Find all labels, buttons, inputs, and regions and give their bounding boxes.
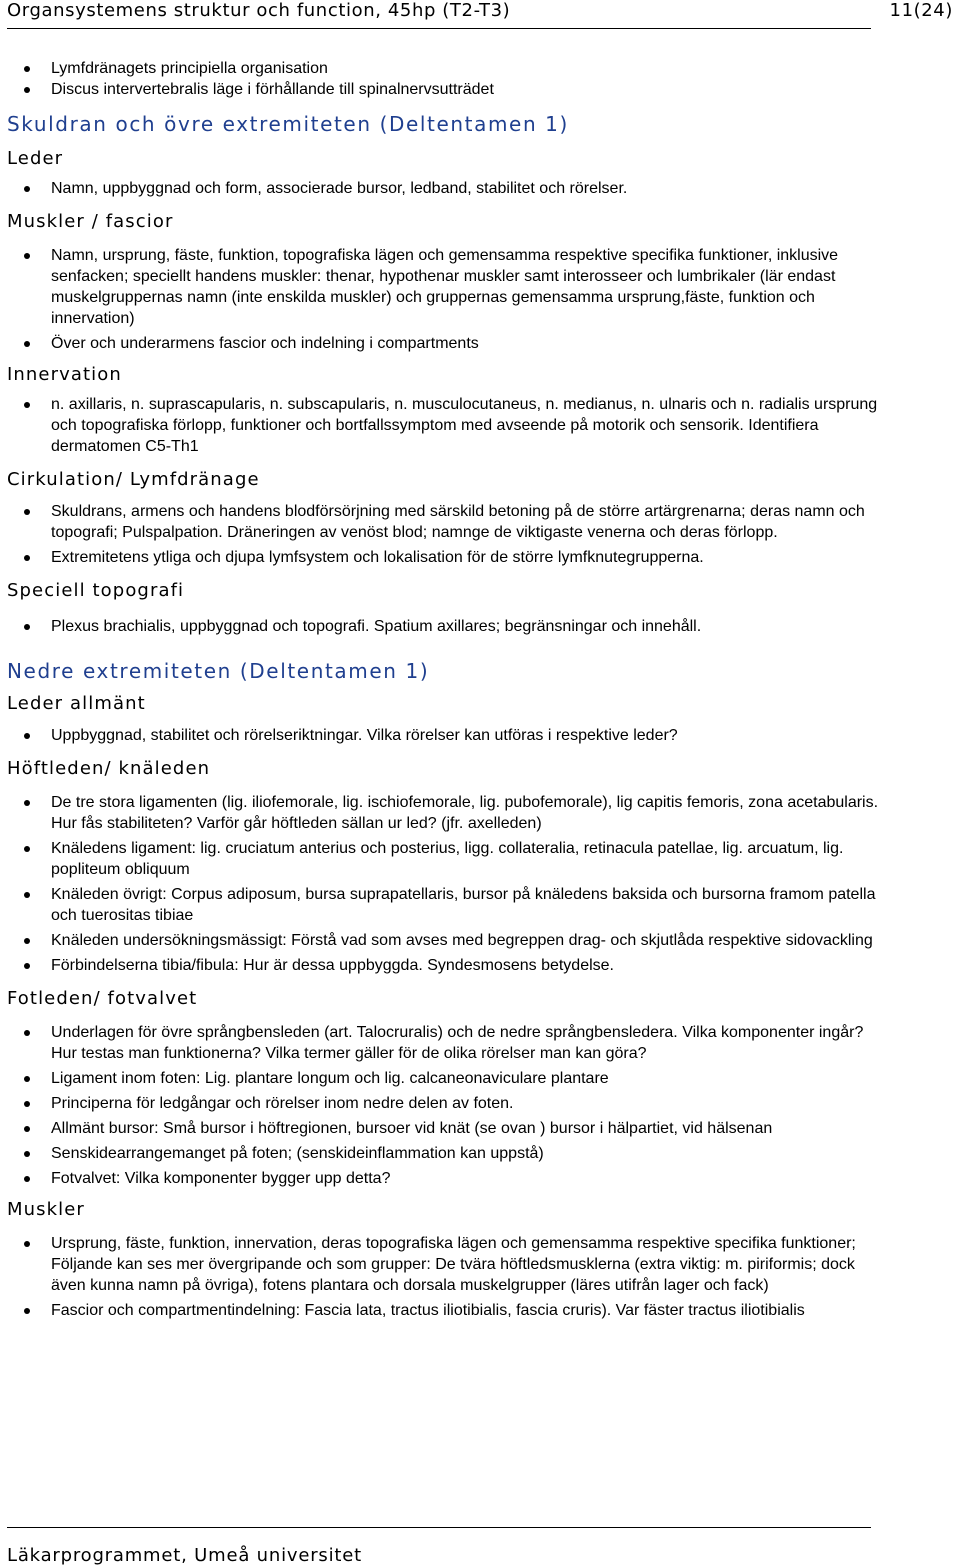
leder-allmant-list: [7, 725, 887, 746]
heading-fotleden-fotvalvet: Fotleden/ fotvalvet: [7, 988, 198, 1009]
list-item: Förbindelserna tibia/fibula: Hur är dessa uppbyggda. Syndesmosens betydelse.: [7, 955, 887, 976]
list-item: Underlagen för övre språngbensleden (art. Talocruralis) och de nedre språngbensledera. Vilka komponenter ingår? Hur testas man funktionerna? Vilka termer gäller för de olika rörelser man kan göra?: [7, 1022, 887, 1064]
list-item: Plexus brachialis, uppbyggnad och topografi. Spatium axillares; begränsningar och innehåll.: [7, 616, 887, 637]
heading-muskler: Muskler: [7, 1199, 85, 1220]
list-item: Senskidearrangemanget på foten; (senskideinflammation kan uppstå): [7, 1143, 887, 1164]
list-item: Extremitetens ytliga och djupa lymfsystem och lokalisation för de större lymfknutegrupperna.: [7, 547, 887, 568]
muskler-lower-list: [7, 1233, 887, 1321]
list-item: Allmänt bursor: Små bursor i höftregionen, bursoer vid knät (se ovan ) bursor i hälpartiet, vid hälsenan: [7, 1118, 887, 1139]
list-item: Uppbyggnad, stabilitet och rörelseriktningar. Vilka rörelser kan utföras i respektive leder?: [7, 725, 887, 746]
list-item: Principerna för ledgångar och rörelser inom nedre delen av foten.: [7, 1093, 887, 1114]
list-item: Ursprung, fäste, funktion, innervation, deras topografiska lägen och gemensamma respektive specifika funktioner; Följande kan ses mer övergripande och som grupper: De tvära höftledsmusklerna (extra viktig: m. piriformis; dock även kunna namn på övriga), fotens plantara och dorsala muskelgrupper (läres utifrån lager och fack): [7, 1233, 887, 1296]
page-number: 11(24): [889, 0, 953, 21]
list-item: Knäleden övrigt: Corpus adiposum, bursa suprapatellaris, bursor på knäledens baksida och bursorna framom patella och tuerositas tibiae: [7, 884, 887, 926]
section-title-upper: Skuldran och övre extremiteten (Deltentamen 1): [7, 112, 569, 136]
list-item: Över och underarmens fascior och indelning i compartments: [7, 333, 887, 354]
heading-speciell-topografi: Speciell topografi: [7, 580, 185, 601]
heading-leder: Leder: [7, 148, 64, 169]
list-item: Skuldrans, armens och handens blodförsörjning med särskild betoning på de större artärgrenarna; deras namn och topografi; Pulspalpation. Dräneringen av venöst blod; namnge de viktigaste venerna och deras förlopp.: [7, 501, 887, 543]
page-footer: Läkarprogrammet, Umeå universitet: [7, 1545, 362, 1566]
list-item: Discus intervertebralis läge i förhållande till spinalnervsutträdet: [7, 79, 887, 100]
list-item: De tre stora ligamenten (lig. iliofemorale, lig. ischiofemorale, lig. pubofemorale), lig capitis femoris, zona acetabularis. Hur fås stabiliteten? Varför går höftleden sällan ur led? (jfr. axelleden): [7, 792, 887, 834]
header-rule: [7, 28, 871, 29]
intro-list: [7, 58, 887, 100]
innervation-list: [7, 394, 887, 457]
heading-leder-allmant: Leder allmänt: [7, 693, 146, 714]
list-item: Fotvalvet: Vilka komponenter bygger upp detta?: [7, 1168, 887, 1189]
leder-list: [7, 178, 887, 199]
list-item: Knäleden undersökningsmässigt: Förstå vad som avses med begreppen drag- och skjutlåda respektive sidovackling: [7, 930, 887, 951]
hoft-list: [7, 792, 887, 976]
heading-cirkulation: Cirkulation/ Lymfdränage: [7, 469, 260, 490]
page-body: [7, 58, 887, 1321]
section-title-lower: Nedre extremiteten (Deltentamen 1): [7, 659, 430, 683]
list-item: Namn, uppbyggnad och form, associerade bursor, ledband, stabilitet och rörelser.: [7, 178, 887, 199]
list-item: Lymfdränagets principiella organisation: [7, 58, 887, 79]
list-item: Knäledens ligament: lig. cruciatum anterius och posterius, ligg. collateralia, retinacula patellae, lig. arcuatum, lig. popliteum obliquum: [7, 838, 887, 880]
heading-muskler-fascior: Muskler / fascior: [7, 211, 174, 232]
list-item: Fascior och compartmentindelning: Fascia lata, tractus iliotibialis, fascia cruris). Var fäster tractus iliotibialis: [7, 1300, 887, 1321]
heading-innervation: Innervation: [7, 364, 122, 385]
list-item: n. axillaris, n. suprascapularis, n. subscapularis, n. musculocutaneus, n. medianus, n. ulnaris och n. radialis ursprung och topografiska förlopp, funktioner och bortfallssymptom med avseende på motorik och sensorik. Identifiera dermatomen C5-Th1: [7, 394, 887, 457]
heading-hoftleden-knaleden: Höftleden/ knäleden: [7, 758, 211, 779]
muskler-list: [7, 245, 887, 354]
page-header: [7, 0, 953, 24]
fot-list: [7, 1022, 887, 1189]
topografi-list: [7, 616, 887, 637]
document-title: Organsystemens struktur och function, 45hp (T2-T3): [7, 0, 511, 21]
footer-rule: [7, 1527, 871, 1528]
list-item: Ligament inom foten: Lig. plantare longum och lig. calcaneonaviculare plantare: [7, 1068, 887, 1089]
list-item: Namn, ursprung, fäste, funktion, topografiska lägen och gemensamma respektive specifika funktioner, inklusive senfacken; speciellt handens muskler: thenar, hypothenar muskler samt interosseer och lumbrikaler (lär endast muskelgruppernas namn (inte enskilda muskler) och gruppernas gemensamma ursprung,fäste, funktion och innervation): [7, 245, 887, 329]
cirkulation-list: [7, 501, 887, 568]
